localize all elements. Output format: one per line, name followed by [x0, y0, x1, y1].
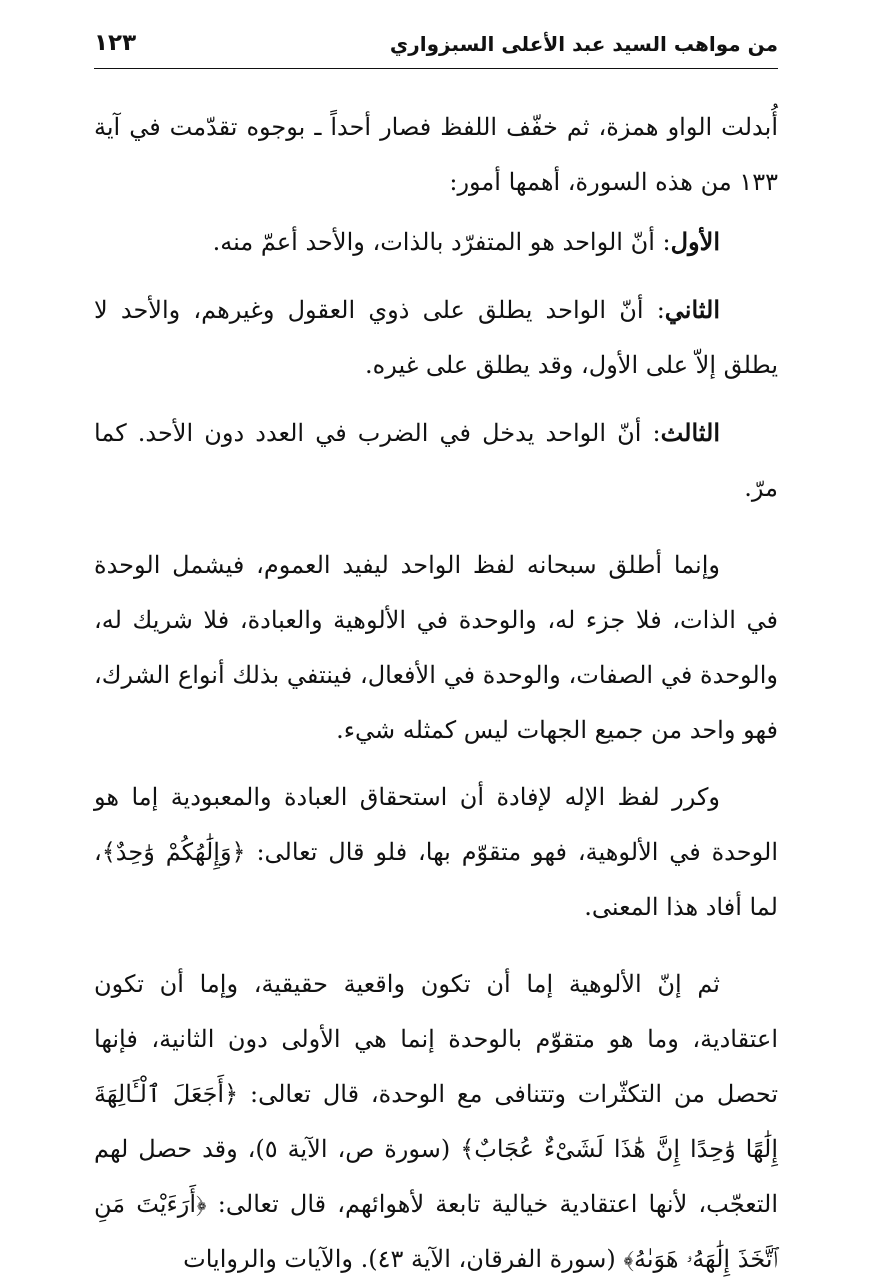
paragraph: وكرر لفظ الإله لإفادة أن استحقاق العبادة والمعبودية إما هو الوحدة في الألوهية، فهو متقوّم بها، فلو قال تعالى: ﴿وَإِلَٰهُكُمْ وَٰحِدٌ﴾، لما أفاد هذا المعنى.	[94, 783, 778, 921]
point-heading: الثالث	[660, 418, 720, 447]
body-text	[94, 100, 778, 1287]
page-number: ١٢٣	[94, 30, 137, 56]
point-heading: الأول	[670, 227, 720, 256]
point-first	[94, 214, 778, 270]
paragraph: وإنما أطلق سبحانه لفظ الواحد ليفيد العموم، فيشمل الوحدة في الذات، فلا جزء له، والوحدة في الألوهية والعبادة، فلا شريك له، والوحدة في الصفات، والوحدة في الأفعال، فينتفي بذلك أنواع الشرك، فهو واحد من جميع الجهات ليس كمثله شيء.	[94, 551, 778, 744]
paragraph: أُبدلت الواو همزة، ثم خفّف اللفظ فصار أحداً ـ بوجوه تقدّمت في آية ١٣٣ من هذه السورة، أهمها أمور:	[94, 113, 778, 196]
point-second	[94, 282, 778, 393]
point-third	[94, 405, 778, 516]
point-heading: الثاني	[664, 295, 720, 324]
point-text: : أنّ الواحد هو المتفرّد بالذات، والأحد أعمّ منه.	[212, 228, 671, 256]
point-text: : أنّ الواحد يطلق على ذوي العقول وغيرهم، والأحد لا يطلق إلاّ على الأول، وقد يطلق على غيره.	[94, 296, 778, 379]
page-header	[94, 30, 778, 69]
point-text: : أنّ الواحد يدخل في الضرب في العدد دون الأحد. كما مرّ.	[94, 419, 778, 502]
paragraph: ثم إنّ الألوهية إما أن تكون واقعية حقيقية، وإما أن تكون اعتقادية، وما هو متقوّم بالوحدة إنما هي الأولى دون الثانية، فإنها تحصل من التكثّرات وتتنافى مع الوحدة، قال تعالى: ﴿أَجَعَلَ ٱلْـَٔالِهَةَ إِلَٰهًا وَٰحِدًا إِنَّ هَٰذَا لَشَىْءٌ عُجَابٌ﴾ (سورة ص، الآية ٥)، وقد حصل لهم التعجّب، لأنها اعتقادية خيالية تابعة لأهوائهم، قال تعالى: ﴿أَرَءَيْتَ مَنِ ٱتَّخَذَ إِلَٰهَهُۥ هَوَىٰهُ﴾ (سورة الفرقان، الآية ٤٣). والآيات والروايات	[94, 970, 778, 1273]
running-title: من مواهب السيد عبد الأعلى السبزواري	[389, 32, 778, 56]
